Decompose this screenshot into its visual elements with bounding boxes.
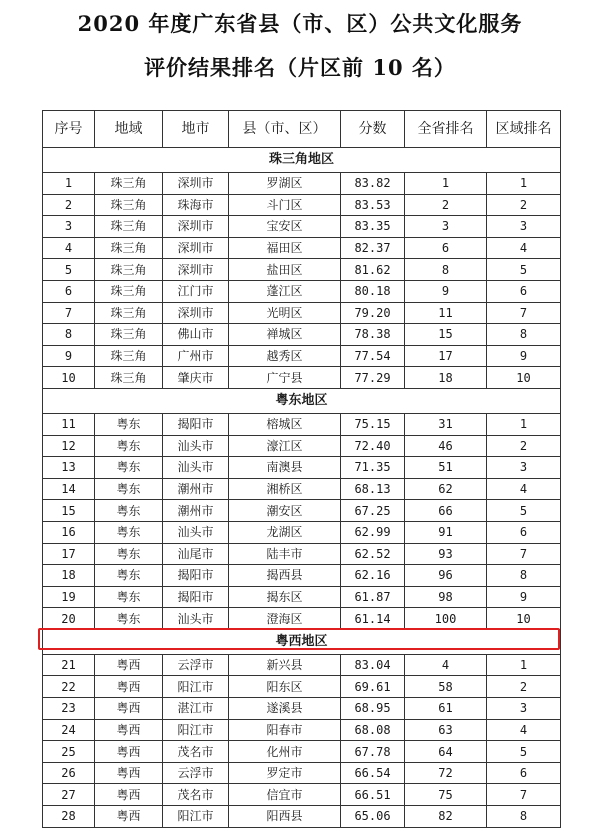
table-cell: 62 — [405, 478, 487, 500]
table-cell: 禅城区 — [229, 324, 341, 346]
table-cell: 粤东 — [95, 457, 163, 479]
table-cell: 6 — [487, 521, 561, 543]
table-body — [43, 148, 561, 828]
document-title-line2: 评价结果排名（片区前 10 名） — [144, 55, 456, 80]
table-cell: 62.16 — [341, 565, 405, 587]
table-cell: 96 — [405, 565, 487, 587]
table-row — [43, 413, 561, 435]
table-cell: 阳春市 — [229, 719, 341, 741]
table-cell: 宝安区 — [229, 216, 341, 238]
table-cell: 榕城区 — [229, 413, 341, 435]
table-cell: 揭阳市 — [163, 586, 229, 608]
table-cell: 珠三角 — [95, 324, 163, 346]
table-row — [43, 173, 561, 195]
table-cell: 珠三角 — [95, 367, 163, 389]
table-cell: 8 — [487, 324, 561, 346]
table-cell: 深圳市 — [163, 216, 229, 238]
table-row — [43, 259, 561, 281]
region-header-row — [43, 148, 561, 173]
table-cell: 新兴县 — [229, 654, 341, 676]
table-row — [43, 237, 561, 259]
table-cell: 25 — [43, 741, 95, 763]
table-cell: 7 — [487, 302, 561, 324]
table-cell: 汕头市 — [163, 435, 229, 457]
table-cell: 8 — [43, 324, 95, 346]
table-cell: 4 — [487, 478, 561, 500]
table-cell: 10 — [487, 367, 561, 389]
table-cell: 2 — [487, 676, 561, 698]
table-cell: 18 — [43, 565, 95, 587]
table-cell: 22 — [43, 676, 95, 698]
table-cell: 5 — [487, 259, 561, 281]
table-cell: 深圳市 — [163, 237, 229, 259]
table-cell: 13 — [43, 457, 95, 479]
table-cell: 澄海区 — [229, 608, 341, 630]
table-cell: 24 — [43, 719, 95, 741]
table-cell: 4 — [487, 237, 561, 259]
table-cell: 珠三角 — [95, 345, 163, 367]
table-cell: 75 — [405, 784, 487, 806]
document-title-line1: 2020 年度广东省县（市、区）公共文化服务 — [77, 11, 523, 36]
table-cell: 12 — [43, 435, 95, 457]
table-cell: 8 — [487, 806, 561, 828]
table-cell: 粤西 — [95, 806, 163, 828]
table-cell: 11 — [405, 302, 487, 324]
table-cell: 78.38 — [341, 324, 405, 346]
table-cell: 83.04 — [341, 654, 405, 676]
table-cell: 98 — [405, 586, 487, 608]
table-cell: 16 — [43, 521, 95, 543]
table-cell: 揭西县 — [229, 565, 341, 587]
ranking-table — [42, 110, 561, 828]
table-row — [43, 719, 561, 741]
header-cell: 分数 — [341, 111, 405, 148]
table-row — [43, 565, 561, 587]
table-cell: 77.54 — [341, 345, 405, 367]
table-cell: 18 — [405, 367, 487, 389]
table-cell: 云浮市 — [163, 654, 229, 676]
table-cell: 2 — [487, 194, 561, 216]
table-cell: 珠三角 — [95, 237, 163, 259]
header-cell: 地域 — [95, 111, 163, 148]
region-name: 粤西地区 — [43, 629, 561, 654]
header-cell: 序号 — [43, 111, 95, 148]
table-cell: 5 — [487, 500, 561, 522]
table-cell: 2 — [43, 194, 95, 216]
table-cell: 珠三角 — [95, 173, 163, 195]
table-cell: 81.62 — [341, 259, 405, 281]
table-cell: 79.20 — [341, 302, 405, 324]
table-cell: 粤西 — [95, 784, 163, 806]
table-cell: 4 — [43, 237, 95, 259]
table-cell: 濠江区 — [229, 435, 341, 457]
region-header-row — [43, 629, 561, 654]
table-cell: 粤西 — [95, 698, 163, 720]
table-cell: 1 — [487, 173, 561, 195]
table-cell: 3 — [487, 216, 561, 238]
table-cell: 罗湖区 — [229, 173, 341, 195]
table-cell: 17 — [43, 543, 95, 565]
table-cell: 蓬江区 — [229, 280, 341, 302]
table-cell: 4 — [405, 654, 487, 676]
table-cell: 肇庆市 — [163, 367, 229, 389]
table-cell: 3 — [487, 457, 561, 479]
table-cell: 揭东区 — [229, 586, 341, 608]
table-cell: 深圳市 — [163, 259, 229, 281]
table-cell: 27 — [43, 784, 95, 806]
table-cell: 珠海市 — [163, 194, 229, 216]
table-row — [43, 478, 561, 500]
table-cell: 珠三角 — [95, 280, 163, 302]
header-row — [43, 111, 561, 148]
table-row — [43, 324, 561, 346]
table-cell: 23 — [43, 698, 95, 720]
table-cell: 77.29 — [341, 367, 405, 389]
table-cell: 83.35 — [341, 216, 405, 238]
table-row — [43, 302, 561, 324]
table-cell: 83.82 — [341, 173, 405, 195]
table-cell: 越秀区 — [229, 345, 341, 367]
table-cell: 粤东 — [95, 435, 163, 457]
table-cell: 江门市 — [163, 280, 229, 302]
table-cell: 粤东 — [95, 565, 163, 587]
header-cell: 县（市、区） — [229, 111, 341, 148]
table-cell: 15 — [43, 500, 95, 522]
table-cell: 82.37 — [341, 237, 405, 259]
table-cell: 100 — [405, 608, 487, 630]
table-cell: 珠三角 — [95, 302, 163, 324]
table-cell: 1 — [487, 654, 561, 676]
table-cell: 93 — [405, 543, 487, 565]
table-cell: 陆丰市 — [229, 543, 341, 565]
table-cell: 汕头市 — [163, 608, 229, 630]
table-cell: 云浮市 — [163, 762, 229, 784]
table-cell: 粤西 — [95, 654, 163, 676]
table-cell: 26 — [43, 762, 95, 784]
table-cell: 51 — [405, 457, 487, 479]
table-cell: 阳西县 — [229, 806, 341, 828]
table-cell: 光明区 — [229, 302, 341, 324]
table-cell: 69.61 — [341, 676, 405, 698]
table-cell: 58 — [405, 676, 487, 698]
table-row — [43, 367, 561, 389]
table-cell: 66 — [405, 500, 487, 522]
table-row — [43, 741, 561, 763]
table-cell: 7 — [43, 302, 95, 324]
table-cell: 71.35 — [341, 457, 405, 479]
table-cell: 67.78 — [341, 741, 405, 763]
table-row — [43, 676, 561, 698]
table-cell: 10 — [43, 367, 95, 389]
table-cell: 9 — [43, 345, 95, 367]
table-cell: 斗门区 — [229, 194, 341, 216]
table-cell: 粤西 — [95, 719, 163, 741]
table-cell: 15 — [405, 324, 487, 346]
table-cell: 61.14 — [341, 608, 405, 630]
table-cell: 9 — [405, 280, 487, 302]
table-cell: 2 — [405, 194, 487, 216]
table-row — [43, 806, 561, 828]
table-cell: 珠三角 — [95, 216, 163, 238]
table-cell: 46 — [405, 435, 487, 457]
table-cell: 粤东 — [95, 608, 163, 630]
table-row — [43, 698, 561, 720]
table-cell: 粤西 — [95, 762, 163, 784]
table-cell: 66.54 — [341, 762, 405, 784]
table-cell: 6 — [487, 762, 561, 784]
table-cell: 63 — [405, 719, 487, 741]
table-cell: 83.53 — [341, 194, 405, 216]
table-cell: 潮安区 — [229, 500, 341, 522]
table-cell: 65.06 — [341, 806, 405, 828]
table-cell: 72.40 — [341, 435, 405, 457]
table-cell: 茂名市 — [163, 784, 229, 806]
table-row — [43, 435, 561, 457]
table-row — [43, 521, 561, 543]
table-row — [43, 784, 561, 806]
table-row — [43, 654, 561, 676]
table-cell: 粤东 — [95, 413, 163, 435]
table-cell: 72 — [405, 762, 487, 784]
table-cell: 阳江市 — [163, 806, 229, 828]
table-cell: 湘桥区 — [229, 478, 341, 500]
table-cell: 6 — [487, 280, 561, 302]
table-cell: 化州市 — [229, 741, 341, 763]
table-cell: 19 — [43, 586, 95, 608]
table-row — [43, 543, 561, 565]
header-cell: 地市 — [163, 111, 229, 148]
table-cell: 64 — [405, 741, 487, 763]
table-cell: 珠三角 — [95, 194, 163, 216]
table-cell: 阳东区 — [229, 676, 341, 698]
table-cell: 31 — [405, 413, 487, 435]
table-cell: 粤西 — [95, 741, 163, 763]
table-cell: 5 — [43, 259, 95, 281]
table-cell: 珠三角 — [95, 259, 163, 281]
table-cell: 阳江市 — [163, 719, 229, 741]
table-cell: 62.52 — [341, 543, 405, 565]
table-cell: 粤东 — [95, 543, 163, 565]
table-cell: 10 — [487, 608, 561, 630]
region-name: 珠三角地区 — [43, 148, 561, 173]
region-name: 粤东地区 — [43, 388, 561, 413]
table-cell: 6 — [43, 280, 95, 302]
table-cell: 61 — [405, 698, 487, 720]
table-cell: 21 — [43, 654, 95, 676]
table-cell: 7 — [487, 543, 561, 565]
table-cell: 9 — [487, 345, 561, 367]
table-cell: 6 — [405, 237, 487, 259]
table-cell: 粤西 — [95, 676, 163, 698]
table-cell: 7 — [487, 784, 561, 806]
table-cell: 汕头市 — [163, 457, 229, 479]
table-cell: 广宁县 — [229, 367, 341, 389]
table-cell: 17 — [405, 345, 487, 367]
table-row — [43, 500, 561, 522]
table-cell: 信宜市 — [229, 784, 341, 806]
table-cell: 8 — [487, 565, 561, 587]
table-cell: 75.15 — [341, 413, 405, 435]
table-cell: 68.08 — [341, 719, 405, 741]
table-cell: 广州市 — [163, 345, 229, 367]
table-cell: 91 — [405, 521, 487, 543]
table-cell: 5 — [487, 741, 561, 763]
table-cell: 福田区 — [229, 237, 341, 259]
table-cell: 66.51 — [341, 784, 405, 806]
table-row — [43, 194, 561, 216]
table-cell: 1 — [43, 173, 95, 195]
table-cell: 遂溪县 — [229, 698, 341, 720]
table-cell: 82 — [405, 806, 487, 828]
region-header-row — [43, 388, 561, 413]
table-row — [43, 216, 561, 238]
table-cell: 3 — [43, 216, 95, 238]
table-cell: 粤东 — [95, 586, 163, 608]
header-cell: 全省排名 — [405, 111, 487, 148]
table-cell: 3 — [487, 698, 561, 720]
table-cell: 68.95 — [341, 698, 405, 720]
table-cell: 3 — [405, 216, 487, 238]
table-cell: 67.25 — [341, 500, 405, 522]
table-cell: 茂名市 — [163, 741, 229, 763]
table-cell: 62.99 — [341, 521, 405, 543]
table-cell: 14 — [43, 478, 95, 500]
table-cell: 28 — [43, 806, 95, 828]
table-cell: 湛江市 — [163, 698, 229, 720]
table-cell: 1 — [487, 413, 561, 435]
table-cell: 南澳县 — [229, 457, 341, 479]
table-cell: 61.87 — [341, 586, 405, 608]
table-row — [43, 280, 561, 302]
table-cell: 汕尾市 — [163, 543, 229, 565]
table-cell: 罗定市 — [229, 762, 341, 784]
table-cell: 盐田区 — [229, 259, 341, 281]
table-row — [43, 762, 561, 784]
table-cell: 2 — [487, 435, 561, 457]
table-cell: 4 — [487, 719, 561, 741]
table-cell: 深圳市 — [163, 173, 229, 195]
header-cell: 区域排名 — [487, 111, 561, 148]
table-cell: 阳江市 — [163, 676, 229, 698]
table-cell: 潮州市 — [163, 478, 229, 500]
table-row — [43, 586, 561, 608]
table-cell: 揭阳市 — [163, 413, 229, 435]
table-cell: 龙湖区 — [229, 521, 341, 543]
table-cell: 1 — [405, 173, 487, 195]
table-cell: 汕头市 — [163, 521, 229, 543]
table-row — [43, 345, 561, 367]
table-cell: 粤东 — [95, 500, 163, 522]
table-cell: 68.13 — [341, 478, 405, 500]
table-cell: 佛山市 — [163, 324, 229, 346]
table-row — [43, 608, 561, 630]
table-cell: 粤东 — [95, 521, 163, 543]
table-cell: 11 — [43, 413, 95, 435]
table-cell: 80.18 — [341, 280, 405, 302]
table-cell: 揭阳市 — [163, 565, 229, 587]
table-cell: 20 — [43, 608, 95, 630]
table-cell: 8 — [405, 259, 487, 281]
table-row — [43, 457, 561, 479]
table-cell: 潮州市 — [163, 500, 229, 522]
table-cell: 9 — [487, 586, 561, 608]
table-cell: 粤东 — [95, 478, 163, 500]
table-cell: 深圳市 — [163, 302, 229, 324]
